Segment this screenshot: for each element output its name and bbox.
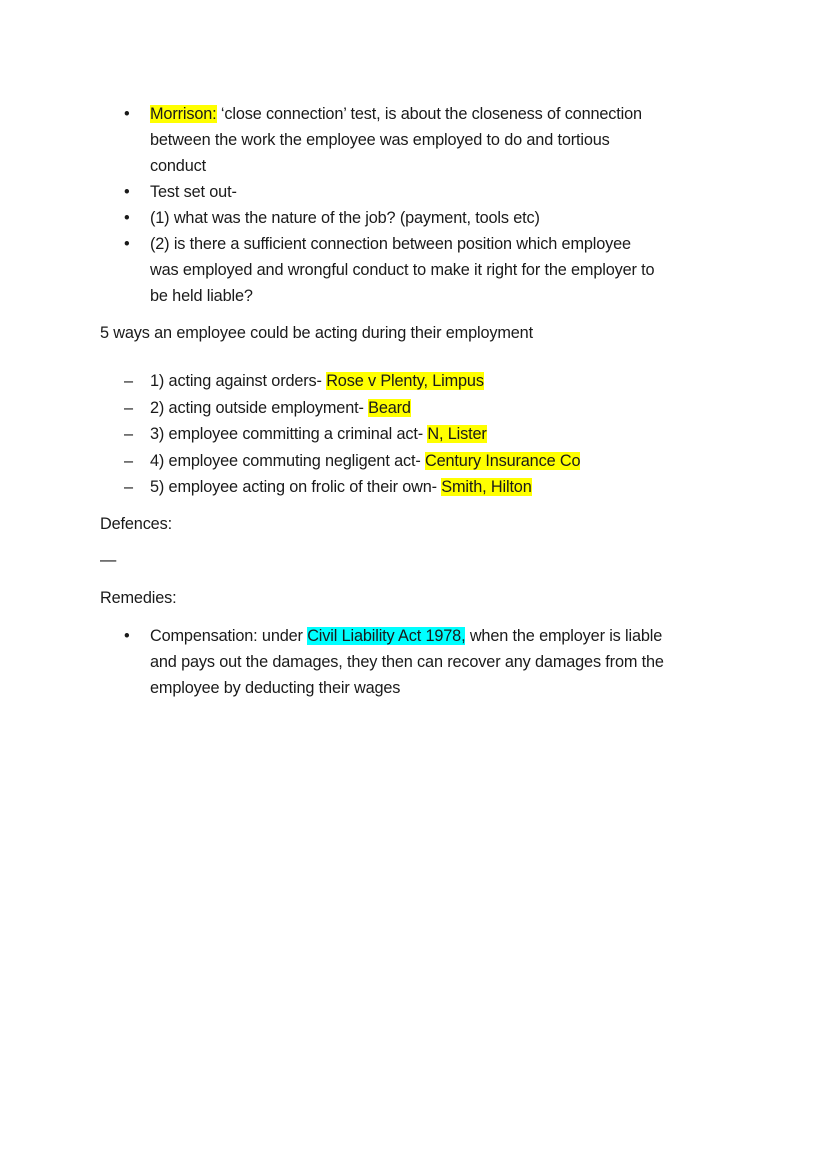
list-item [150, 450, 580, 472]
bullet-line [150, 155, 206, 177]
list-item [150, 397, 411, 419]
dash-icon: – [124, 398, 133, 417]
text-run: (2) is there a sufficient connection between position which employee [150, 235, 631, 253]
dash-icon: – [124, 478, 133, 496]
text-run: 2) acting outside employment- [150, 398, 369, 417]
bullet-line [150, 677, 400, 699]
text-run: 5) employee acting on frolic of their own- [150, 478, 442, 496]
list-item [150, 476, 532, 498]
bullet-icon: • [124, 183, 130, 201]
bullet-line [150, 129, 610, 151]
text-run: employee by deducting their wages [150, 679, 401, 698]
text-run: be held liable? [150, 287, 253, 306]
highlighted-text: Civil Liability Act 1978, [307, 627, 466, 645]
highlighted-text: Morrison: [150, 105, 217, 123]
dash-icon: – [124, 425, 133, 443]
text-run: (1) what was the nature of the job? (payment, tools etc) [150, 209, 540, 227]
text-run: and pays out the damages, they then can recover any damages from the [150, 653, 664, 672]
section-heading: Defences: [100, 515, 172, 533]
highlighted-text: Smith, Hilton [441, 478, 532, 496]
highlighted-text: Rose v Plenty, Limpus [326, 372, 484, 390]
bullet-line [150, 651, 664, 673]
dash-icon: – [124, 372, 133, 390]
dash-icon: – [124, 451, 133, 470]
text-run: 1) acting against orders- [150, 372, 327, 390]
list-item [150, 370, 484, 392]
text-run: 4) employee commuting negligent act- [150, 451, 425, 470]
bullet-icon: • [124, 627, 130, 645]
text-run: between the work the employee was employed to do and tortious [150, 131, 610, 150]
text-run: Compensation: under [150, 627, 308, 645]
bullet-line [150, 207, 540, 229]
bullet-line [150, 233, 631, 255]
bullet-icon: • [124, 209, 130, 227]
text-run: was employed and wrongful conduct to make it right for the employer to [150, 261, 655, 280]
text-run: Test set out- [150, 183, 237, 201]
highlighted-text: N, Lister [427, 425, 487, 443]
bullet-line [150, 285, 253, 307]
list-item [150, 423, 487, 445]
text-run: when the employer is liable [465, 627, 663, 645]
bullet-line [150, 259, 654, 281]
bullet-icon: • [124, 235, 130, 253]
bullet-line [150, 625, 662, 647]
highlighted-text: Century Insurance Co [425, 451, 581, 470]
dash-placeholder: — [100, 551, 117, 569]
bullet-line [150, 103, 642, 125]
bullet-line [150, 181, 237, 203]
text-run: 3) employee committing a criminal act- [150, 425, 428, 443]
section-heading: 5 ways an employee could be acting during their employment [100, 324, 533, 342]
text-run: ‘close connection’ test, is about the closeness of connection [216, 105, 642, 123]
highlighted-text: Beard [368, 398, 411, 417]
text-run: conduct [150, 157, 206, 176]
bullet-icon: • [124, 105, 130, 123]
section-heading: Remedies: [100, 589, 177, 607]
